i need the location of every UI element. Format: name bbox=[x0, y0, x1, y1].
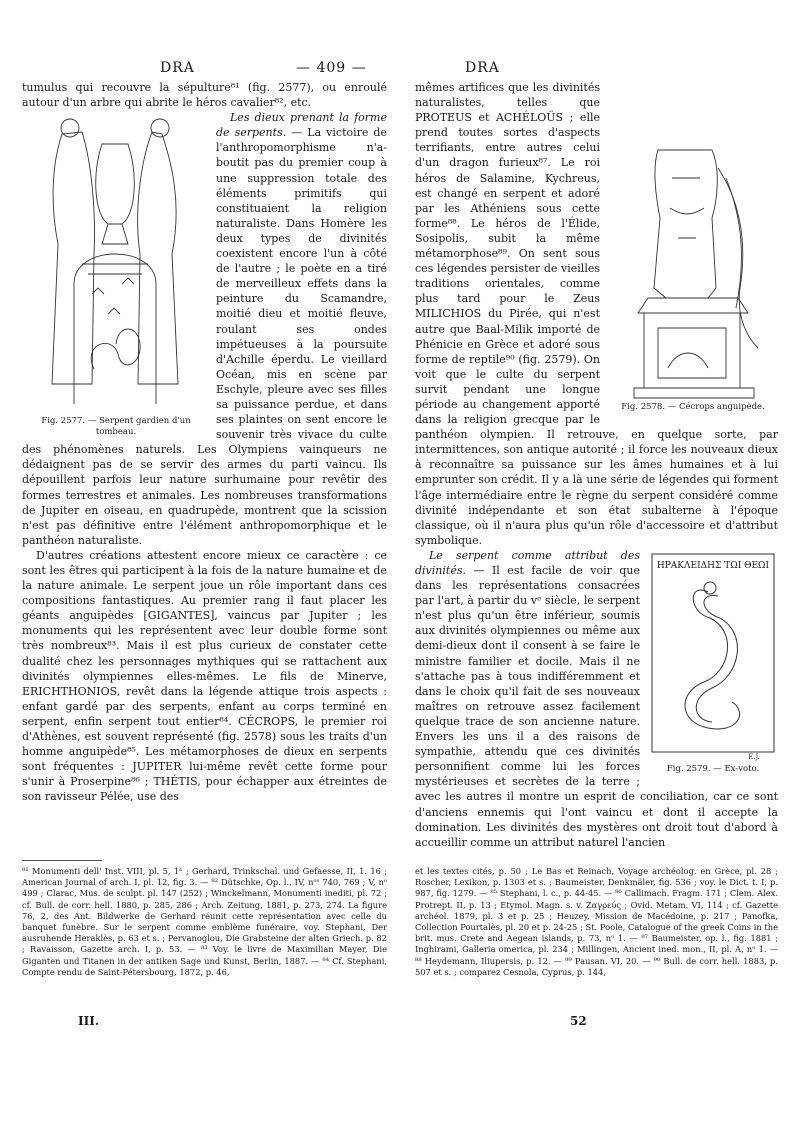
footnotes-right: et les textes cités, p. 50 ; Le Bas et Reinach, Voyage archéolog. en Grèce, pl. 28 ; Roscher, Lexikon, p. 1303 et s. ; Baumeister, Denkmäler, fig. 536 ; voy. le Dict. t. I, p. 987, fig. 1279. — ⁸⁵ Stephani, l. c., p. 44-45. — ⁸⁶ Callimach. Fragm. 171 ; Clem. Alex. Protrept. II, p. 13 ; Etymol. Magn. s. v. Ζαγρεύς ; Ovid. Metam. VI, 114 ; cf. Gazette archéol. 1879, pl. 3 et p. 25 ; Heuzey, Mission de Macédoine, p. 217 ; Panofka, Collection Pourtalès, pl. 20 et p. 24-25 ; St. Poole, Catalogue of the greek Coins in the brit. mus. Crete and Aegean islands, p. 73, nᵒ 1. — ⁸⁷ Baumeister, op. l., fig. 1881 ; Inghirami, Galleria omerica, pl. 234 ; Millingen, Ancient ined. mon., II, pl. A, nᵒ 1. — ⁸⁸ Heydemann, Iliupersis, p. 12. — ⁸⁹ Pausan. VI, 20. — ⁹⁰ Bull. de corr. hell. 1883, p. 507 et s. ; comparez Cesnola, Cyprus, p. 144, bbox=[415, 866, 778, 977]
figure-2578 bbox=[608, 138, 778, 413]
paragraph: tumulus qui recouvre la sépulture⁸¹ (fig. 2577), ou enroulé autour d'un arbre qui abrite le héros cavalier⁸², etc. bbox=[22, 81, 387, 110]
paragraph-text: — La victoire de l'anthropomorphisme n'a-boutit pas du premier coup à une suppression totale des éléments primitifs qui constituaient la religion naturaliste. Dans Homère les deux types de divinités coexistent encore l'un à côté de l'autre ; le poète en a tiré de merveilleux effets dans la peinture du Scamandre, moitié dieu et moitié fleuve, roulant ses ondes impétueuses à la poursuite d'Achille éperdu. Le vieillard Océan, mis en scène par Eschyle, pleure avec ses filles sa puissance perdue, et dans ses plaintes on sent encore le souvenir très vivace du culte des phénomènes naturels. Les Olympiens vainqueurs ne dédaignent pas de se servir des armes du parti vaincu. Ils dépouillent parfois leur nature surhumaine pour revêtir des formes terrestres et animales. Les nombreuses transformations de Jupiter en oiseau, en quadrupède, montrent que la scission n'est pas définitive entre l'élément anthropomorphique et le panthéon naturaliste. bbox=[22, 126, 387, 547]
artist-signature: E.J. bbox=[748, 752, 760, 761]
section-heading: Le serpent comme attribut des divinités. bbox=[415, 548, 640, 577]
volume-number: III. bbox=[78, 1014, 100, 1028]
footnotes-left: ⁸¹ Monumenti dell' Inst. VIII, pl. 5, 1ᵇ ; Gerhard, Trinkschal. und Gefaesse, II, 1. 16 ; American Journal of arch. I, pl. 12, fig. 3. — ⁸² Dütschke, Op. l., IV, nᵒˢ 740, 769 ; V, nᵒ 499 ; Clarac, Mus. de sculpt. pl. 147 (252) ; Winckelmann, Monumenti inediti, pl. 72 ; cf. Bull. de corr. hell. 1880, p. 285, 286 ; Arch. Zeitung, 1881, p. 273, 274. La figure 76, 2, des Ant. Bildwerke de Gerhard réunit cette représentation avec celle du banquet funèbre. Sur le serpent comme emblème funéraire, voy. Stephani, Der ausruhende Heraklès, p. 63 et s. ; Pervanoglou, Die Grabsteine der alten Griech. p. 82 ; Ravaisson, Gazette arch. I, p. 53. — ⁸³ Voy. le livre de Maximilian Mayer, Die Giganten und Titanen in der antiken Sage und Kunst, Berlin, 1887. — ⁸⁴ Cf. Stephani, Compte rendu de Saint-Pétersbourg, 1872, p. 46, bbox=[22, 866, 387, 977]
paragraph: D'autres créations attestent encore mieux ce caractère : ce sont les êtres qui participent à la fois de la nature humaine et de la nature animale. Le serpent joue un rôle important dans ces compositions fantastiques. Au premier rang il faut placer les géants anguipèdes [GIGANTES], vaincus par Jupiter ; les monuments qui les représentent avec leur double forme sont très nombreux⁸³. Mais il est plus curieux de constater cette dualité chez les personnages mythiques qui se rattachent aux divinités olympiennes elles-mêmes. Le fils de Minerve, ERICHTHONIOS, revêt dans la légende attique trois aspects : enfant gardé par des serpents, enfant au corps terminé en serpent, enfin serpent tout entier⁸⁴. CÉCROPS, le premier roi d'Athènes, est souvent représenté (fig. 2578) sous les traits d'un homme anguipède⁸⁵. Les métamorphoses de dieux en serpents sont fréquentes : JUPITER lui-même revêt cette forme pour s'unir à Proserpine⁸⁶ ; THÉTIS, pour échapper aux étreintes de son ravisseur Pélée, use des bbox=[22, 548, 387, 804]
page-number: — 409 — bbox=[296, 60, 367, 76]
signature-number: 52 bbox=[570, 1014, 587, 1028]
paragraph-text: — Il est facile de voir que dans les représentations consacrées par l'art, à partir du vᵉ siècle, le serpent n'est plus qu'un être inférieur, soumis aux divinités olympiennes ou même aux demi-dieux dont il consent à se faire le ministre familier et docile. Mais il ne s'attache pas à tous indifféremment et dans le choix qu'il fait de ses nouveaux maîtres on retrouve assez facilement quelque trace de son ancienne nature. Envers les uns il a des raisons de sympathie, attendu que ces divinités personnifient comme lui les forces mystérieuses et secrètes de la terre ; avec les autres il montre un esprit de conciliation, car ce sont d'anciens ennemis qui l'ont vaincu et dont il accepte la domination. Les divinités des mystères ont droit tout d'abord à accueillir comme un attribut naturel l'ancien bbox=[415, 564, 778, 849]
cecrops-statue-drawing bbox=[608, 138, 778, 400]
figure-caption: Fig. 2578. — Cécrops anguipède. bbox=[621, 402, 765, 412]
paragraph: mêmes artifices que les divinités naturalistes, telles que PROTEUS et ACHÉLOÜS ; elle prend toutes sortes d'aspects terrifiants, entre autres celui d'un dragon furieux⁸⁷. Le roi héros de Salamine, Kychreus, est changé en serpent et adoré par les Athéniens sous cette forme⁸⁸. Le héros de l'Élide, Sosipolis, subit la même métamorphose⁸⁹. On sent sous ces légendes persister de vieilles traditions orientales, comme plus tard pour le Zeus MILICHIOS du Pirée, qui n'est autre que Baal-Milik importé de Phénicie en Grèce et adoré sous forme de reptile⁹⁰ (fig. 2579). On voit que le culte du serpent survit pendant une longue période au changement apporté dans la religion grecque par le panthéon olympien. Il retrouve, en quelque sorte, par intermittences, son antique autorité ; il force les nouveaux dieux à reconnaître sa puissance sur les âmes humaines et à lui emprunter son crédit. Il y a là une série de légendes qui forment l'âge intermédiaire entre le règne du serpent considéré comme divinité indépendante et son état subalterne à l'époque classique, où il n'aura plus qu'un rôle d'accessoire et d'attribut symbolique. bbox=[415, 81, 778, 547]
ex-voto-relief-drawing bbox=[648, 552, 778, 762]
running-head-right: DRA bbox=[465, 60, 500, 76]
figure-caption: Fig. 2579. — Ex-voto. bbox=[666, 763, 760, 774]
figure-2577 bbox=[22, 114, 210, 438]
inscription: ΗΡΑΚΛΕΙΔΗΣ ΤΩΙ ΘΕΩΙ bbox=[656, 560, 770, 571]
footnote-rule bbox=[22, 860, 102, 861]
figure-2579 bbox=[648, 552, 778, 775]
tomb-relief-drawing bbox=[22, 114, 210, 414]
running-head-left: DRA bbox=[160, 60, 195, 76]
right-column bbox=[415, 80, 778, 850]
section-heading: Les dieux prenant la forme de serpents. bbox=[216, 111, 387, 140]
left-column bbox=[22, 80, 387, 805]
figure-caption: Fig. 2577. — Serpent gardien d'un tombeau. bbox=[41, 416, 191, 438]
